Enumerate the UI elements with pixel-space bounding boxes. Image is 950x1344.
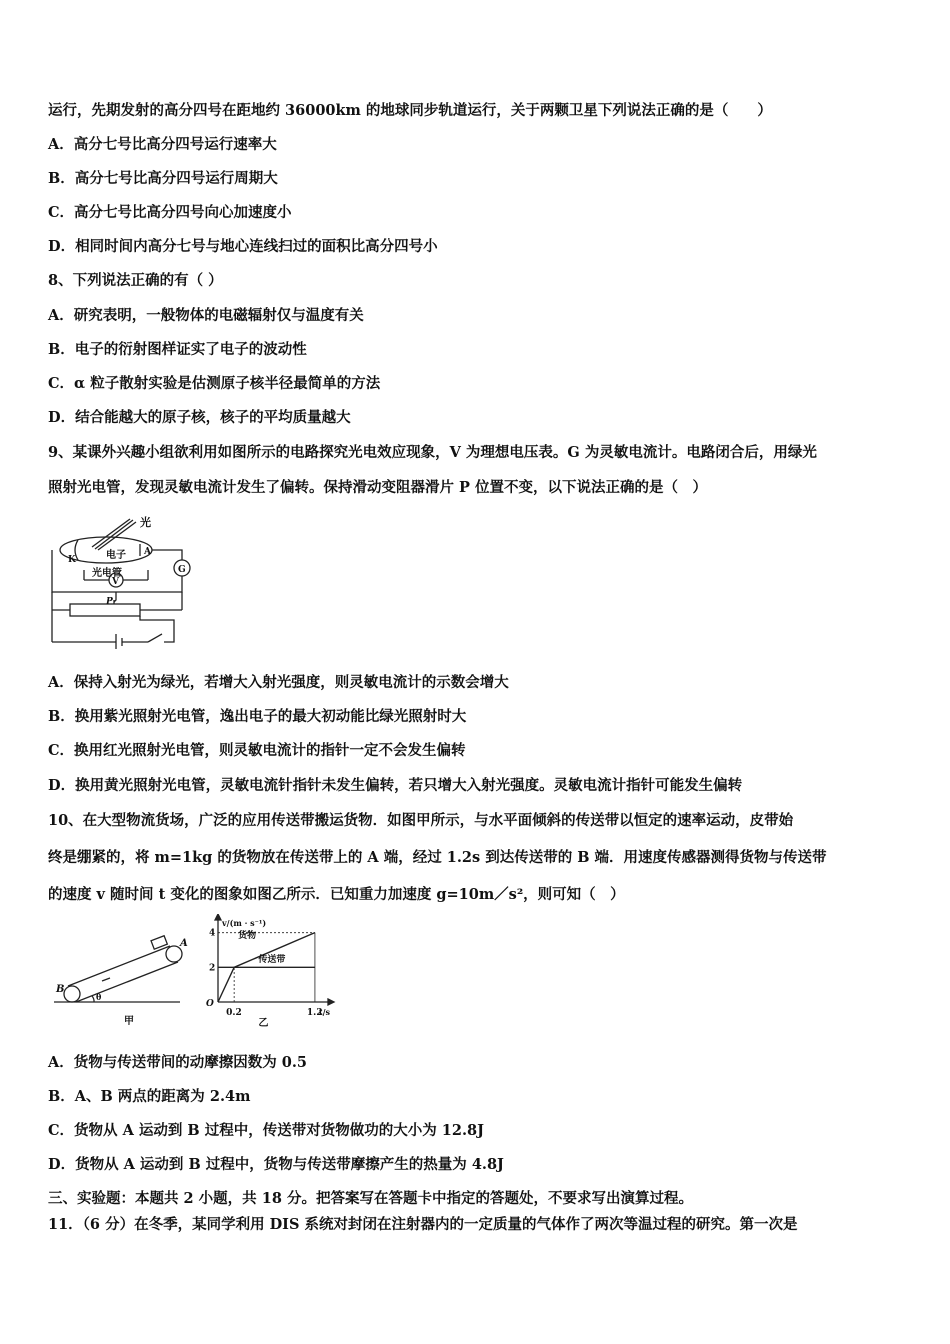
label-a-end: A [180, 938, 188, 949]
q9-stem-line1: 9、某课外兴趣小组欲利用如图所示的电路探究光电效应现象，V 为理想电压表。G 为灵敏电流计。电路闭合后，用绿光 [48, 444, 817, 461]
photoelectric-circuit-figure [44, 514, 204, 649]
q9-option-b: B．换用紫光照射光电管，逸出电子的最大初动能比绿光照射时大 [48, 708, 467, 725]
rheostat [70, 604, 140, 616]
q10-option-a: A．货物与传送带间的动摩擦因数为 0.5 [48, 1054, 308, 1071]
label-k: K [68, 555, 76, 565]
series-label-belt: 传送带 [258, 955, 286, 966]
q10-stem-line1: 10、在大型物流货场，广泛的应用传送带搬运货物．如图甲所示，与水平面倾斜的传送带以恒定的速率运动，皮带始 [48, 812, 794, 829]
q8-option-d: D．结合能越大的原子核，核子的平均质量越大 [48, 409, 351, 426]
q8-stem: 8、下列说法正确的有（ ） [48, 272, 223, 289]
y-tick-label: 4 [209, 928, 216, 939]
label-v: V [112, 577, 119, 587]
q8-option-b: B．电子的衍射图样证实了电子的波动性 [48, 341, 307, 358]
light-ray [92, 519, 130, 547]
q10-option-c: C．货物从 A 运动到 B 过程中，传送带对货物做功的大小为 12.8J [48, 1122, 484, 1139]
label-g: G [178, 565, 186, 575]
pulley-b [64, 986, 80, 1002]
q7-option-d: D．相同时间内高分七号与地心连线扫过的面积比高分四号小 [48, 238, 438, 255]
x-tick-label: 1.2 [306, 1008, 323, 1018]
y-tick-label: 2 [209, 963, 216, 974]
label-b-end: B [56, 984, 65, 995]
caption-yi: 乙 [258, 1018, 269, 1028]
q10-stem-line3: 的速度 v 随时间 t 变化的图象如图乙所示．已知重力加速度 g=10m／s²，则可知（ ） [48, 886, 625, 903]
q7-option-c: C．高分七号比高分四号向心加速度小 [48, 204, 292, 221]
q10-option-d: D．货物从 A 运动到 B 过程中，货物与传送带摩擦产生的热量为 4.8J [48, 1156, 504, 1173]
q9-option-c: C．换用红光照射光电管，则灵敏电流计的指针一定不会发生偏转 [48, 742, 466, 759]
x-tick-label: 0.2 [226, 1008, 242, 1018]
label-electron: 电子 [106, 550, 126, 561]
q10-stem-line2: 终是绷紧的，将 m=1kg 的货物放在传送带上的 A 端，经过 1.2s 到达传送带的 B 端．用速度传感器测得货物与传送带 [48, 849, 827, 866]
caption-jia: 甲 [124, 1016, 134, 1027]
q8-option-a: A．研究表明，一般物体的电磁辐射仅与温度有关 [48, 307, 364, 324]
origin-label: O [206, 999, 214, 1009]
q9-option-d: D．换用黄光照射光电管，灵敏电流针指针未发生偏转，若只增大入射光强度。灵敏电流计指针可能发生偏转 [48, 777, 743, 794]
q8-option-c: C．α 粒子散射实验是估测原子核半径最简单的方法 [48, 375, 381, 392]
q9-option-a: A．保持入射光为绿光，若增大入射光强度，则灵敏电流计的示数会增大 [48, 674, 509, 691]
series-label-cargo: 货物 [238, 930, 257, 941]
q11-stem-line1: 11．（6 分）在冬季，某同学利用 DIS 系统对封闭在注射器内的一定质量的气体作了两次等温过程的研究。第一次是 [48, 1216, 798, 1233]
q10-option-b: B．A、B 两点的距离为 2.4m [48, 1088, 251, 1105]
label-light: 光 [140, 516, 151, 529]
q9-stem-line2: 照射光电管，发现灵敏电流计发生了偏转。保持滑动变阻器滑片 P 位置不变，以下说法正确的是（ ） [48, 479, 707, 496]
label-tube: 光电管 [92, 568, 122, 579]
q7-option-b: B．高分七号比高分四号运行周期大 [48, 170, 278, 187]
velocity-time-chart [200, 914, 340, 1028]
switch [148, 634, 162, 642]
q7-option-a: A．高分七号比高分四号运行速率大 [48, 136, 277, 153]
question-7-stem-continuation: 运行，先期发射的高分四号在距地约 36000km 的地球同步轨道运行，关于两颗卫星下列说法正确的是（ ） [48, 102, 772, 119]
label-p: P [106, 597, 113, 607]
cargo-box [151, 936, 167, 949]
label-a: A [144, 547, 151, 557]
velocity-arrow [102, 978, 110, 981]
belt-lower [76, 962, 178, 1002]
belt-upper [68, 946, 170, 986]
x-axis-label: t/s [318, 1007, 331, 1017]
section-3-heading: 三、实验题：本题共 2 小题，共 18 分。把答案写在答题卡中指定的答题处，不要求写出演算过程。 [48, 1190, 693, 1207]
y-axis-label: v/(m · s⁻¹) [222, 918, 267, 928]
label-theta: θ [96, 992, 102, 1002]
conveyor-belt-figure [48, 928, 198, 1028]
